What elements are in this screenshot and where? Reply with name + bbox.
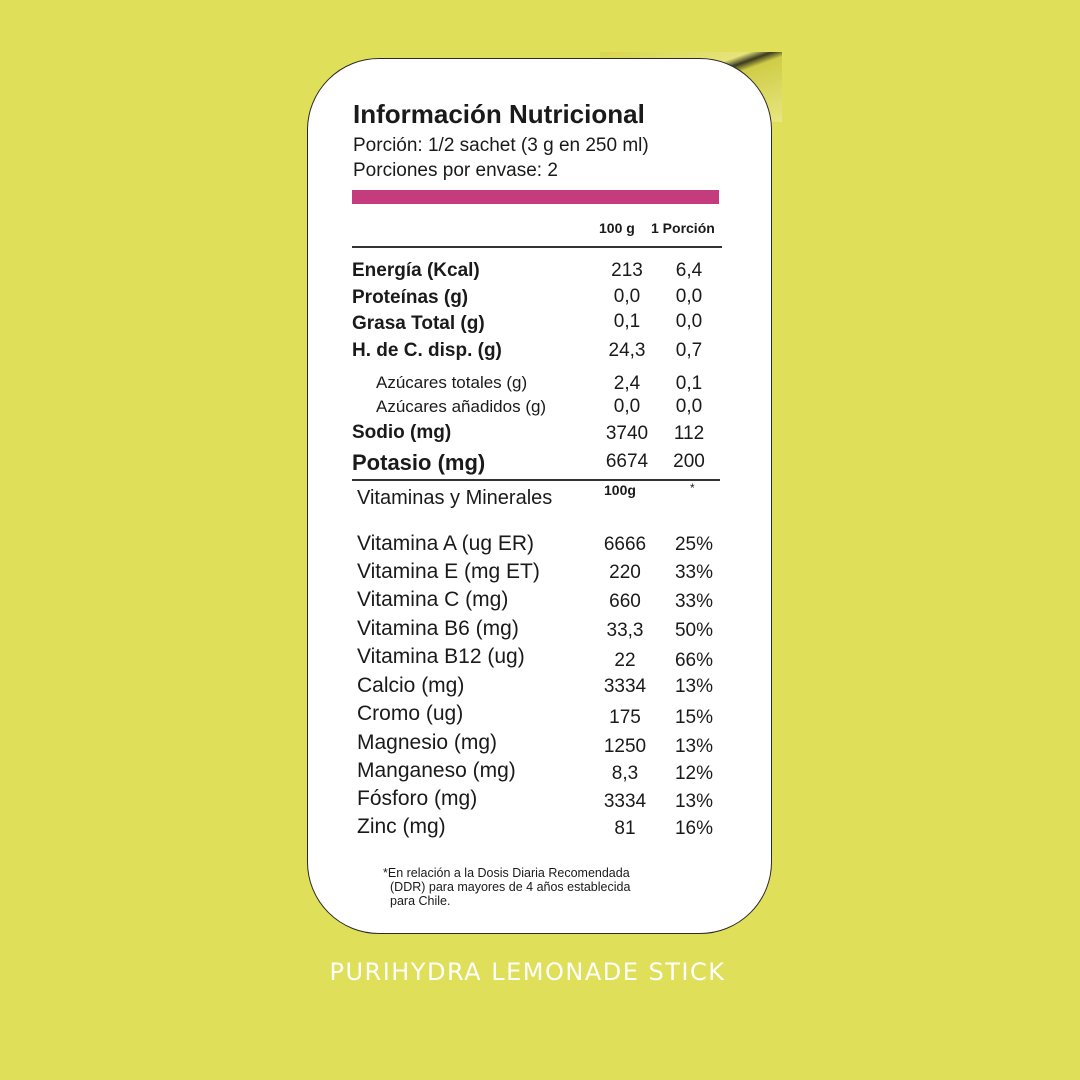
portion-value: 1/2 sachet (3 g en 250 ml): [427, 135, 649, 156]
vitamin-name: Vitamina E (mg ET): [357, 560, 540, 583]
vitamin-per100: 8,3: [611, 763, 639, 784]
vitamin-per100: 220: [609, 562, 641, 583]
footnote-line: *En relación a la Dosis Diaria Recomendada: [383, 866, 630, 880]
vitamin-name: Cromo (ug): [357, 702, 464, 725]
portions-value: 2: [547, 160, 558, 181]
portion-line: [353, 135, 649, 157]
vitamin-per100: 22: [614, 650, 636, 671]
nutrient-portion: 0,1: [675, 373, 703, 394]
vitamin-name: Calcio (mg): [357, 674, 465, 697]
nutrient-name: Potasio (mg): [352, 450, 486, 475]
nutrient-name: Grasa Total (g): [352, 313, 485, 334]
vitamin-name: Magnesio (mg): [357, 731, 498, 754]
nutrient-portion: 0,0: [675, 396, 703, 417]
vitamin-per100: 1250: [603, 736, 647, 757]
column-header-100g: 100 g: [599, 220, 635, 236]
vitamin-per100: 175: [609, 707, 641, 728]
nutrient-portion: 0,7: [675, 340, 703, 361]
vitamin-pct: 16%: [674, 818, 714, 839]
portions-per-package-line: [353, 160, 558, 182]
nutrient-per100: 6674: [605, 451, 649, 472]
nutrient-name: Sodio (mg): [352, 422, 452, 443]
vitamin-pct: 66%: [674, 650, 714, 671]
nutrient-per100: 3740: [605, 423, 649, 444]
nutrient-portion: 6,4: [675, 260, 703, 281]
vitamin-pct: 13%: [674, 791, 714, 812]
vitamin-pct: 50%: [674, 620, 714, 641]
portions-label: Porciones por envase:: [353, 160, 543, 181]
vitamin-name: Vitamina A (ug ER): [357, 532, 535, 555]
vitamin-per100: 6666: [603, 534, 647, 555]
vitamin-per100: 3334: [603, 791, 647, 812]
nutrient-portion: 0,0: [675, 311, 703, 332]
vitamin-name: Fósforo (mg): [357, 787, 478, 810]
vitamin-per100: 33,3: [606, 620, 644, 641]
nutrient-portion: 112: [673, 423, 705, 444]
vitamin-pct: 15%: [674, 707, 714, 728]
nutrient-per100: 0,0: [613, 396, 641, 417]
nutrient-per100: 213: [611, 260, 643, 281]
vitamin-name: Zinc (mg): [357, 815, 446, 838]
vitamin-name: Vitamina B12 (ug): [357, 645, 525, 668]
vitamins-header: Vitaminas y Minerales: [357, 487, 553, 509]
nutrient-portion: 200: [673, 451, 705, 472]
product-name: PURIHYDRA LEMONADE STICK: [329, 958, 726, 986]
vitamin-pct: 33%: [674, 562, 714, 583]
accent-bar: [352, 190, 719, 204]
vitamin-pct: 33%: [674, 591, 714, 612]
vitamins-column-star: *: [690, 481, 695, 495]
vitamin-per100: 660: [609, 591, 641, 612]
nutrient-name: Energía (Kcal): [352, 260, 480, 281]
vitamins-column-100g: 100g: [604, 482, 636, 498]
nutrient-portion: 0,0: [675, 286, 703, 307]
vitamin-name: Manganeso (mg): [357, 759, 516, 782]
footnote-line: para Chile.: [390, 894, 451, 908]
nutrient-per100: 0,1: [613, 311, 641, 332]
nutrient-per100: 2,4: [613, 373, 641, 394]
vitamins-divider: [352, 479, 720, 481]
vitamin-name: Vitamina B6 (mg): [357, 617, 519, 640]
nutrient-name: Proteínas (g): [352, 287, 469, 308]
vitamin-per100: 81: [614, 818, 636, 839]
portion-label: Porción:: [353, 135, 423, 156]
vitamin-name: Vitamina C (mg): [357, 588, 509, 611]
column-header-portion: 1 Porción: [651, 220, 715, 236]
footnote-line: (DDR) para mayores de 4 años establecida: [390, 880, 631, 894]
nutrient-name: H. de C. disp. (g): [352, 340, 502, 361]
vitamin-pct: 25%: [674, 534, 714, 555]
nutrient-per100: 24,3: [608, 340, 646, 361]
vitamin-pct: 12%: [674, 763, 714, 784]
footnote: [383, 866, 630, 908]
vitamin-pct: 13%: [674, 676, 714, 697]
vitamin-pct: 13%: [674, 736, 714, 757]
nutrient-name-sub: Azúcares totales (g): [376, 373, 528, 392]
nutrient-name-sub: Azúcares añadidos (g): [376, 397, 547, 416]
vitamin-per100: 3334: [603, 676, 647, 697]
label-title: Información Nutricional: [353, 99, 645, 129]
nutrient-per100: 0,0: [613, 286, 641, 307]
header-divider: [352, 246, 722, 248]
